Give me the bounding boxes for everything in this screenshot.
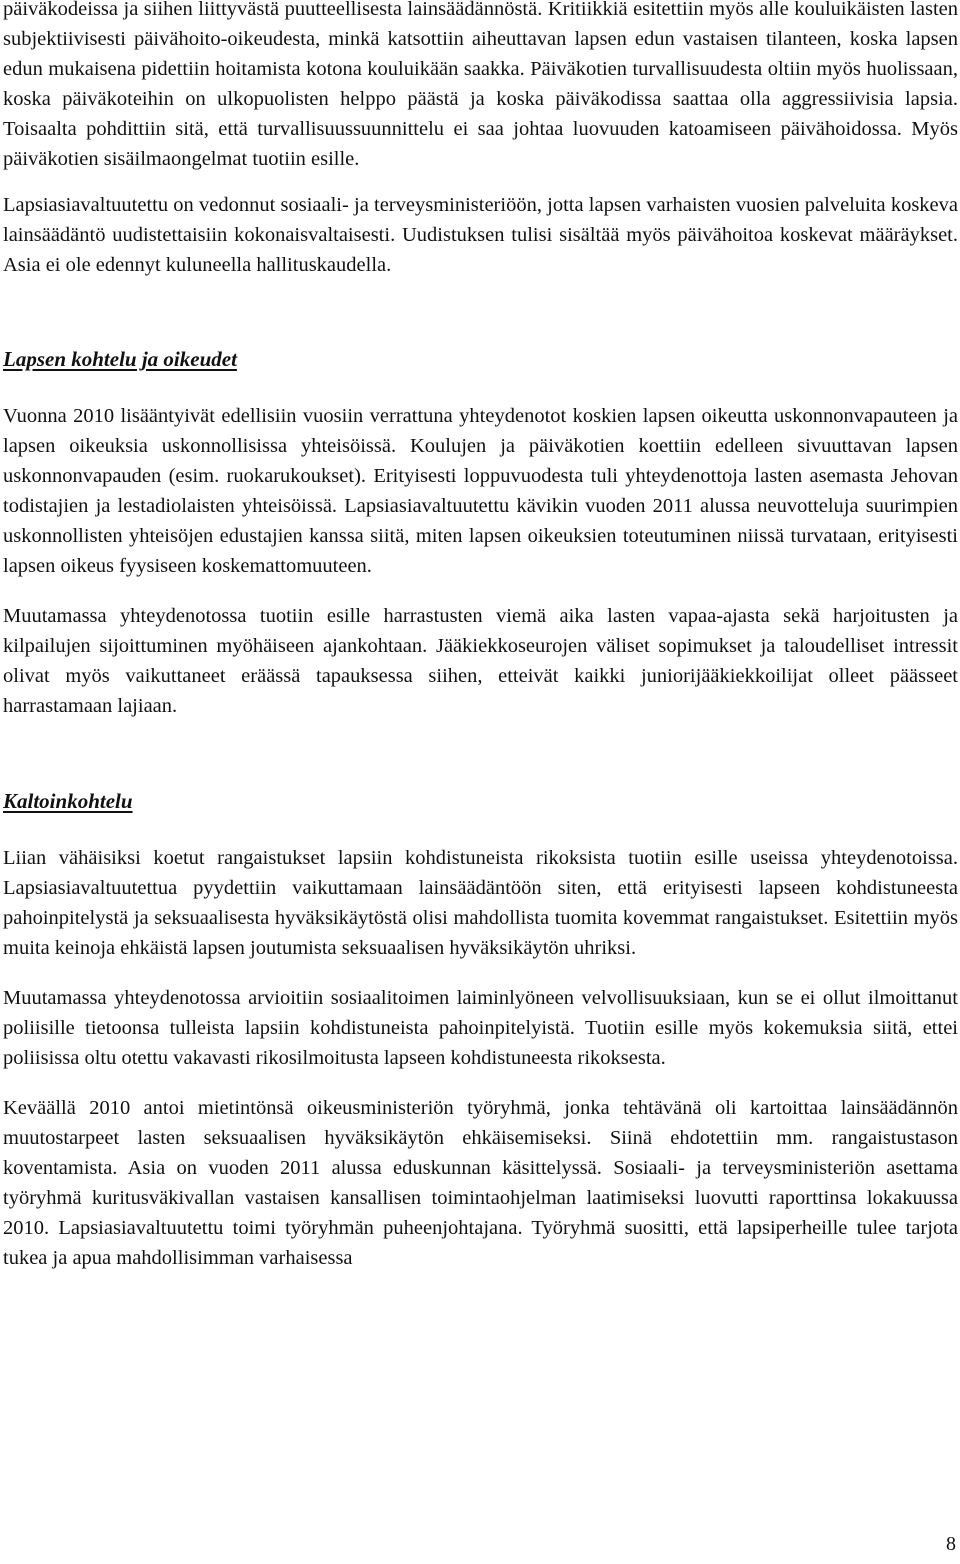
section-heading: Kaltoinkohtelu bbox=[3, 789, 133, 813]
body-paragraph: Keväällä 2010 antoi mietintönsä oikeusministeriön työryhmä, jonka tehtävänä oli kartoittaa lainsäädännön muutostarpeet lasten seksuaalisen hyväksikäytön ehkäisemiseksi. Siinä ehdotettiin mm. rangaistustason koventamista. Asia on vuoden 2011 alussa eduskunnan käsittelyssä. Sosiaali- ja terveysministeriön asettama työryhmä kuritusväkivallan vastaisen kansallisen toimintaohjelman laatimiseksi luovutti raporttinsa lokakuussa 2010. Lapsiasiavaltuutettu toimi työryhmän puheenjohtajana. Työryhmä suositti, että lapsiperheille tulee tarjota tukea ja apua mahdollisimman varhaisessa bbox=[3, 1097, 958, 1269]
body-paragraph: Muutamassa yhteydenotossa tuotiin esille harrastusten viemä aika lasten vapaa-ajasta sekä harjoitusten ja kilpailujen sijoittuminen myöhäiseen ajankohtaan. Jääkiekkoseurojen väliset sopimukset ja taloudelliset intressit olivat myös vaikuttaneet eräässä tapauksessa siihen, etteivät kaikki juniorijääkiekkoilijat olleet päässeet harrastamaan lajiaan. bbox=[3, 605, 958, 717]
body-paragraph: päiväkodeissa ja siihen liittyvästä puutteellisesta lainsäädännöstä. Kritiikkiä esitettiin myös alle kouluikäisten lasten subjektiivisesti päivähoito-oikeudesta, minkä katsottiin aiheuttavan lapsen edun vastaisen tilanteen, koska lapsen edun mukaisena pidettiin hoitamista kotona kouluikään saakka. Päiväkotien turvallisuudesta oltiin myös huolissaan, koska päiväkoteihin on ulkopuolisten helppo päästä ja koska päiväkodissa saattaa olla aggressiivisia lapsia. Toisaalta pohdittiin sitä, että turvallisuussuunnittelu ei saa johtaa luovuuden katoamiseen päivähoidossa. Myös päiväkotien sisäilmaongelmat tuotiin esille. bbox=[3, 0, 958, 170]
document-page bbox=[3, 0, 958, 1273]
body-paragraph: Lapsiasiavaltuutettu on vedonnut sosiaali- ja terveysministeriöön, jotta lapsen varhaisten vuosien palveluita koskeva lainsäädäntö uudistettaisiin kokonaisvaltaisesti. Uudistuksen tulisi sisältää myös päivähoitoa koskevat määräykset. Asia ei ole edennyt kuluneella hallituskaudella. bbox=[3, 194, 958, 276]
section-heading: Lapsen kohtelu ja oikeudet bbox=[3, 347, 237, 371]
body-paragraph: Vuonna 2010 lisääntyivät edellisiin vuosiin verrattuna yhteydenotot koskien lapsen oikeutta uskonnonvapauteen ja lapsen oikeuksia uskonnollisissa yhteisöissä. Koulujen ja päiväkotien koettiin edelleen sivuuttavan lapsen uskonnonvapauden (esim. ruokarukoukset). Erityisesti loppuvuodesta tuli yhteydenottoja lasten asemasta Jehovan todistajien ja lestadiolaisten yhteisöissä. Lapsiasiavaltuutettu kävikin vuoden 2011 alussa neuvotteluja suurimpien uskonnollisten yhteisöjen edustajien kanssa siitä, miten lapsen oikeuksien toteutuminen niissä turvataan, erityisesti lapsen oikeus fyysiseen koskemattomuuteen. bbox=[3, 405, 958, 577]
page-number: 8 bbox=[946, 1533, 956, 1555]
body-paragraph: Muutamassa yhteydenotossa arvioitiin sosiaalitoimen laiminlyöneen velvollisuuksiaan, kun se ei ollut ilmoittanut poliisille tietoonsa tulleista lapsiin kohdistuneista pahoinpitelyistä. Tuotiin esille myös kokemuksia siitä, ettei poliisissa oltu otettu vakavasti rikosilmoitusta lapseen kohdistuneesta rikoksesta. bbox=[3, 987, 958, 1069]
body-paragraph: Liian vähäisiksi koetut rangaistukset lapsiin kohdistuneista rikoksista tuotiin esille useissa yhteydenotoissa. Lapsiasiavaltuutettua pyydettiin vaikuttamaan lainsäädäntöön siten, että erityisesti lapseen kohdistuneesta pahoinpitelystä ja seksuaalisesta hyväksikäytöstä olisi mahdollista tuomita kovemmat rangaistukset. Esitettiin myös muita keinoja ehkäistä lapsen joutumista seksuaalisen hyväksikäytön uhriksi. bbox=[3, 847, 958, 959]
